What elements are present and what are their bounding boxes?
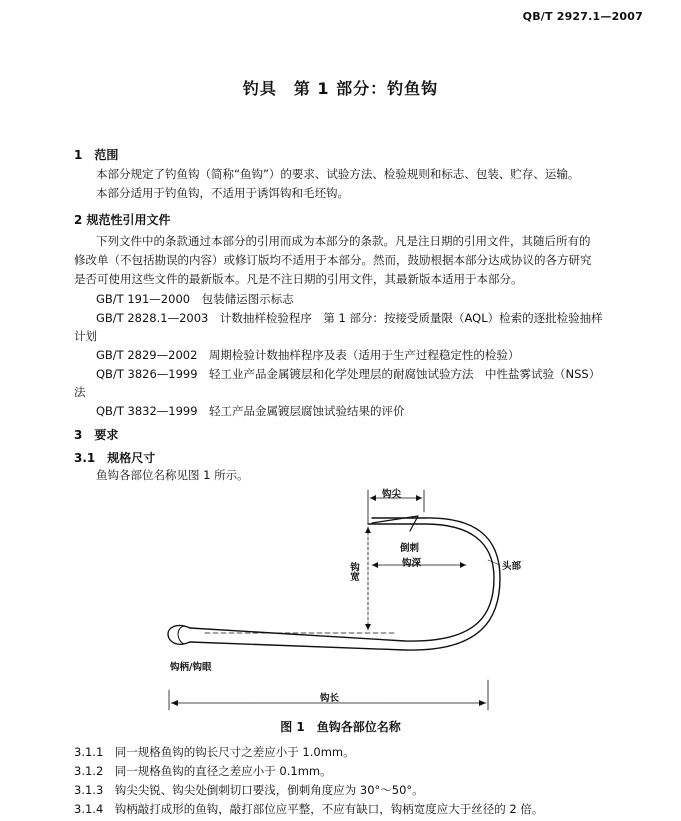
label-point: 钩尖 <box>382 489 402 500</box>
reference-gb191: GB/T 191—2000 包装储运图示标志 <box>96 292 294 306</box>
hook-eye <box>168 626 190 645</box>
figure-caption: 图 1 鱼钩各部位名称 <box>280 720 401 734</box>
document-title: 钓具 第 1 部分：钓鱼钩 <box>242 79 439 98</box>
reference-qb3832: QB/T 3832—1999 轻工产品金属镀层腐蚀试验结果的评价 <box>96 404 405 418</box>
section-1-heading: 1 范围 <box>74 148 119 162</box>
section-2-intro-line-3: 是否可使用这些文件的最新版本。凡是不注日期的引用文件，其最新版本适用于本部分。 <box>74 272 523 286</box>
section-2-intro-line-2: 修改单（不包括勘误的内容）或修订版均不适用于本部分。然而，鼓励根据本部分达成协议的各方研究 <box>74 253 592 267</box>
label-head: 头部 <box>502 561 522 572</box>
clause-3-1-4: 3.1.4 钩柄敲打成形的鱼钩，敲打部位应平整，不应有缺口，钩柄宽度应大于丝径的 2 倍。 <box>74 802 544 816</box>
reference-qb3826-line-1: QB/T 3826—1999 轻工业产品金属镀层和化学处理层的耐腐蚀试验方法 中性盐雾试验（NSS） <box>96 367 601 381</box>
reference-qb3826-line-2: 法 <box>74 385 86 399</box>
hook-body-outer <box>190 524 494 641</box>
section-3-heading: 3 要求 <box>74 428 119 442</box>
section-1-paragraph-2: 本部分适用于钓鱼钩，不适用于诱饵钩和毛坯钩。 <box>96 186 349 200</box>
subsection-3-1-text: 鱼钩各部位名称见图 1 所示。 <box>96 468 249 482</box>
label-gap: 钩宽 <box>348 562 359 581</box>
label-barb: 倒刺 <box>400 543 420 554</box>
reference-gb2828-line-2: 计划 <box>74 329 97 343</box>
standard-number: QB/T 2927.1—2007 <box>522 10 643 23</box>
section-2-intro-line-1: 下列文件中的条款通过本部分的引用而成为本部分的条款。凡是注日期的引用文件，其随后所有的 <box>96 234 591 248</box>
label-depth: 钩深 <box>402 558 422 569</box>
clause-3-1-3: 3.1.3 钩尖尖锐、钩尖处倒刺切口要浅，倒刺角度应为 30°～50°。 <box>74 783 424 797</box>
section-2-heading: 2 规范性引用文件 <box>74 213 171 227</box>
reference-gb2829: GB/T 2829—2002 周期检验计数抽样程序及表（适用于生产过程稳定性的检验） <box>96 348 520 362</box>
section-1-paragraph-1: 本部分规定了钓鱼钩（简称“鱼钩”）的要求、试验方法、检验规则和标志、包装、贮存、运输。 <box>96 167 580 181</box>
label-length: 钩长 <box>320 693 340 704</box>
subsection-3-1-heading: 3.1 规格尺寸 <box>74 451 156 465</box>
reference-gb2828-line-1: GB/T 2828.1—2003 计数抽样检验程序 第 1 部分：按接受质量限（AQL）检索的逐批检验抽样 <box>96 311 603 325</box>
clause-3-1-2: 3.1.2 同一规格鱼钩的直径之差应小于 0.1mm。 <box>74 764 332 778</box>
label-shank-eye: 钩柄/钩眼 <box>170 662 212 673</box>
clause-3-1-1: 3.1.1 同一规格鱼钩的钩长尺寸之差应小于 1.0mm。 <box>74 745 355 759</box>
